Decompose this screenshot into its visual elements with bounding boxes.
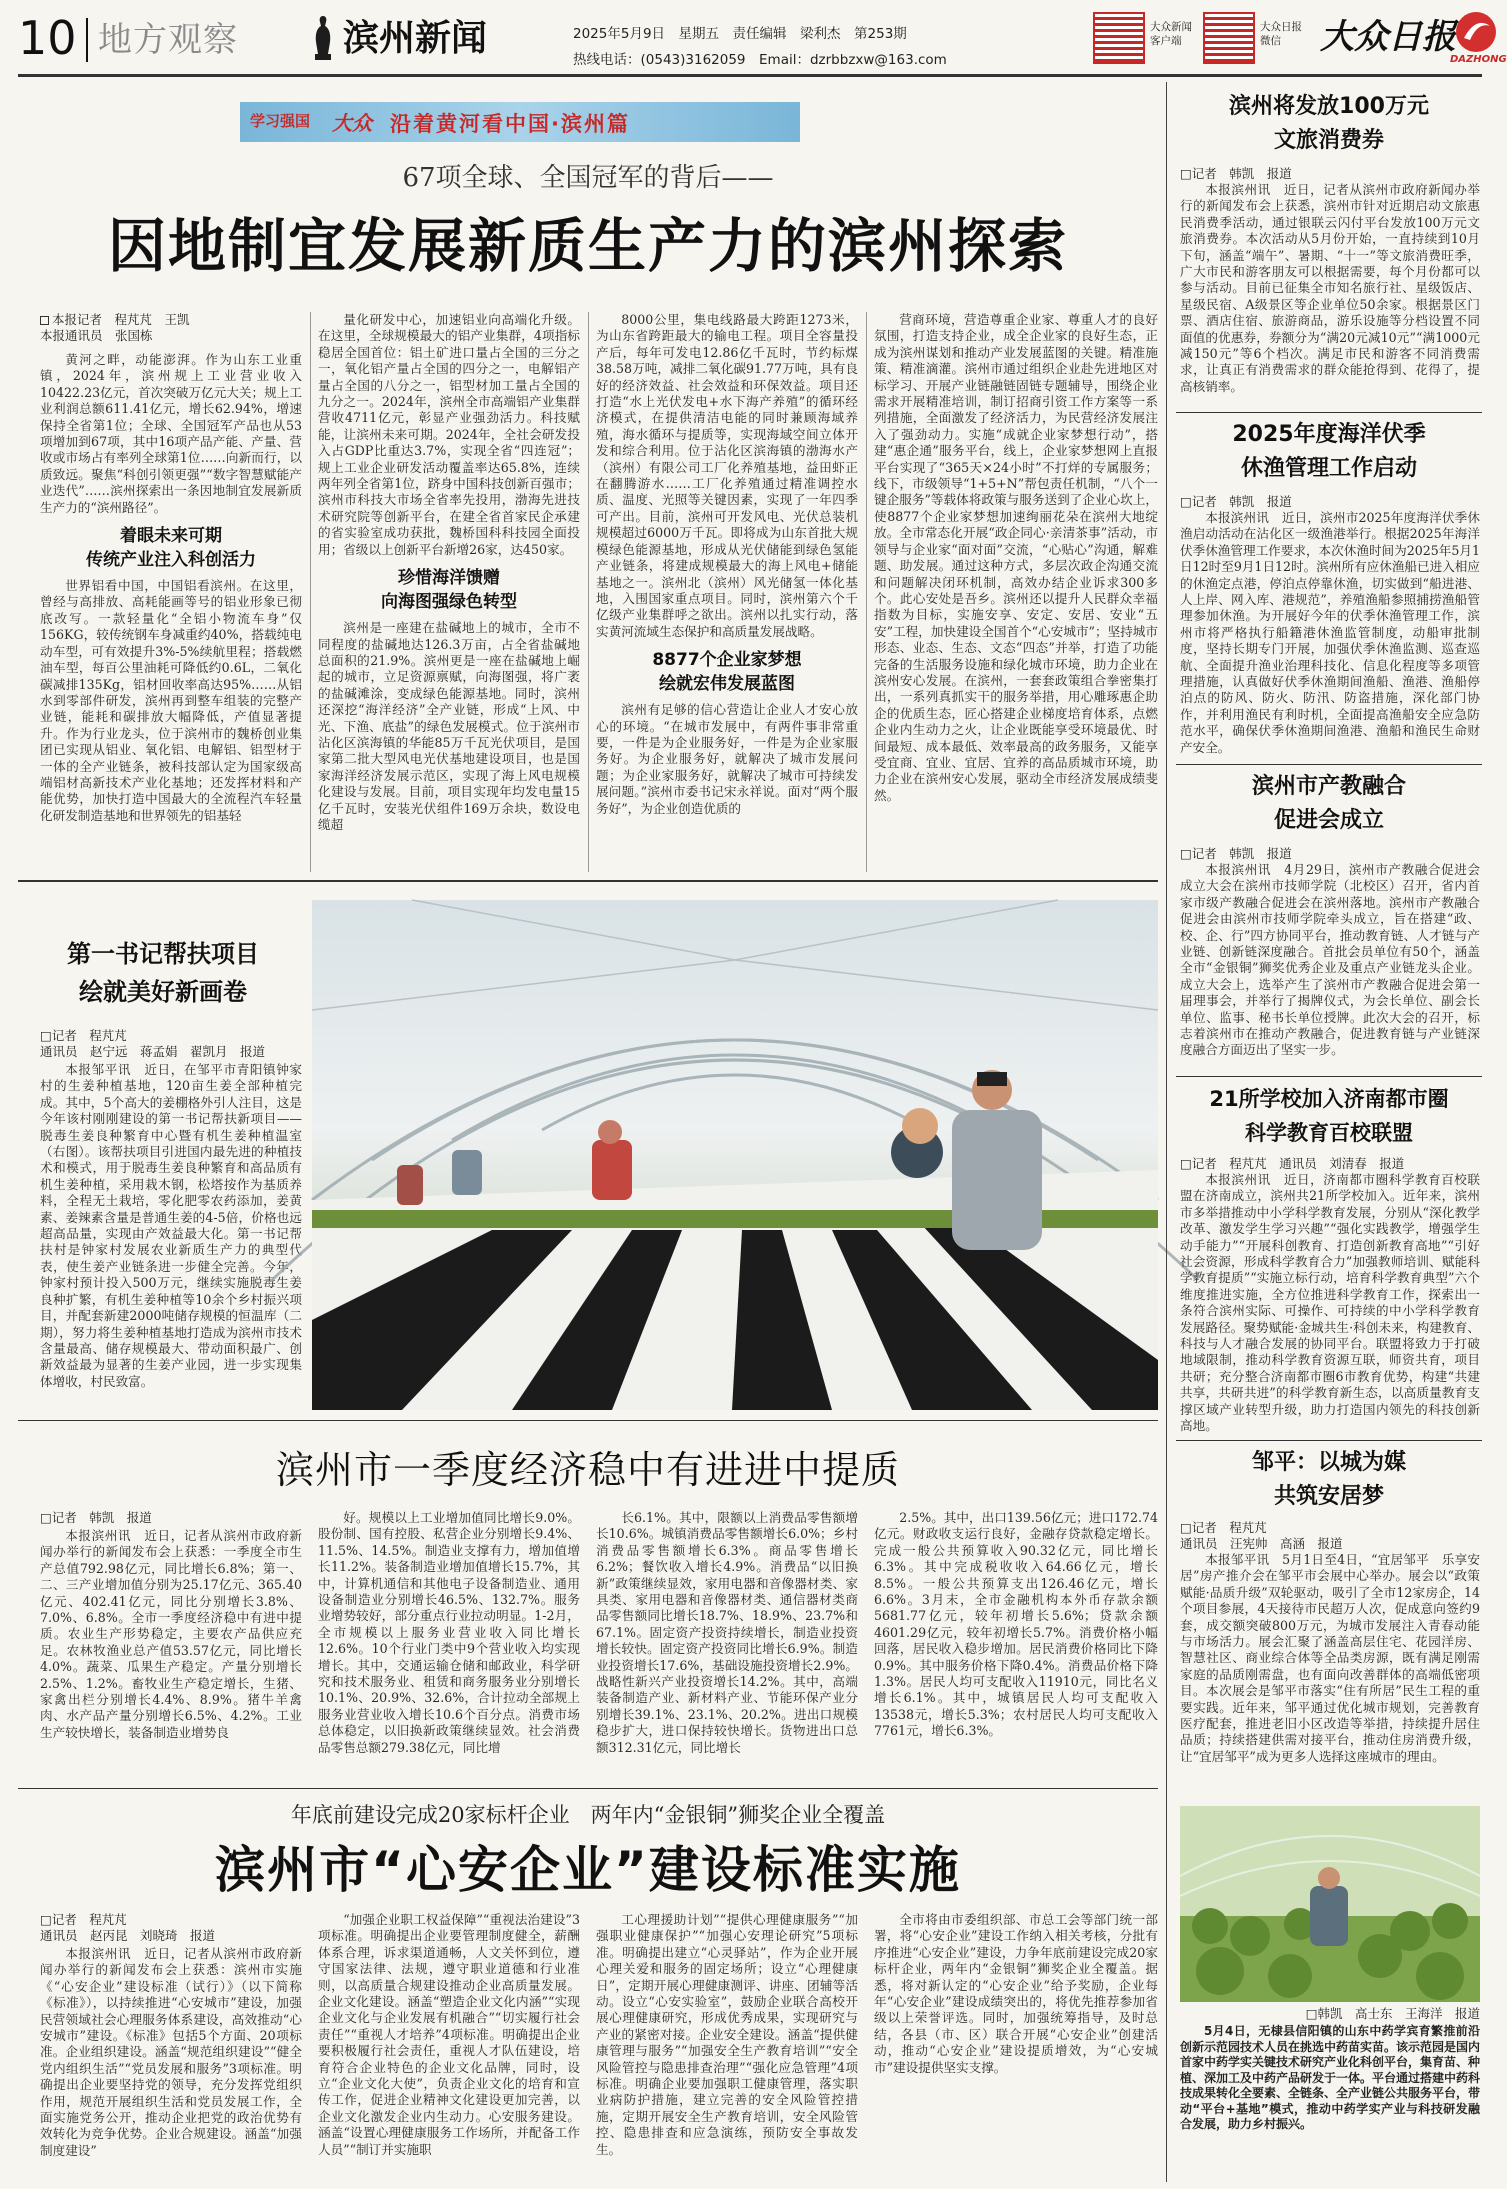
right-headline-4: 21所学校加入济南都市圈 科学教育百校联盟 [1209, 1087, 1449, 1145]
sidebar-divider [1166, 82, 1167, 2182]
lead-subhead-3: 8877个企业家梦想 绘就宏伟发展蓝图 [652, 650, 802, 695]
xinan-byline: □记者 程芃芃 通讯员 赵丙昆 刘晓琦 报道 [40, 1912, 216, 1943]
column-divider [866, 312, 867, 872]
statue-icon [310, 14, 336, 64]
paper-logo-sub: DAZHONG [1450, 54, 1507, 65]
section-rule [18, 880, 1158, 882]
qr-label-app: 大众新闻 客户端 [1150, 21, 1192, 47]
photo-caption: 5月4日，无棣县信阳镇的山东中药学宾育繁推前沿创新示范园技术人员在挑选中药苗实苗。该示范园是国内首家中药学实关键技术研究产业化科创平台，集育苗、种植、深加工及中药产品研发于一体。平台通过搭建中药科技成果转化全要素、全链条、全产业链公共服务平台，带动“平台+基地”模式，推动中药学实产业与科技研发融合发展，助力乡村振兴。 [1180, 2024, 1481, 2131]
right-byline-3: □记者 韩凯 报道 [1180, 846, 1292, 861]
series-banner [240, 102, 800, 142]
section-rule [1176, 1076, 1482, 1077]
banner-dazhong: 大众 [332, 111, 372, 135]
right-headline-1: 滨州将发放100万元 文旅消费券 [1229, 94, 1429, 153]
page-number: 10 [18, 11, 77, 65]
banner-slogan: 沿着黄河看中国·滨州篇 [390, 112, 630, 136]
right-headline-5: 邹平：以城为媒 共筑安居梦 [1251, 1450, 1406, 1509]
economy-column-2: 好。规模以上工业增加值同比增长9.0%。股份制、国有控股、私营企业分别增长9.4%、11.5%、14.5%。制造业支撑有力，增加值增长11.2%。装备制造业增加值增长15.7%，其中，计算机通信和其他电子设备制造业、通用设备制造业分别增长46.5%、132.7%。服务业增势较好，部分重点行业拉动明显。1-2月，全市规模以上服务业营业收入同比增长12.6%。10个行业门类中9个营业收入均实现增长。其中，交通运输仓储和邮政业，科学研究和技术服务业、租赁和商务服务业分别增长10.1%、20.9%、32.6%，合计拉动全部规上服务业营业收入增长10.6个百分点。消费市场总体稳定，以旧换新政策继续显效。社会消费品零售总额279.38亿元，同比增 [318, 1510, 580, 1755]
ginger-greenhouse-photo [312, 900, 1158, 1410]
section-rule [1176, 412, 1482, 413]
lead-subhead-2: 珍惜海洋馈赠 向海图强绿色转型 [381, 568, 517, 613]
lead-column-4: 营商环境，营造尊重企业家、尊重人才的良好氛围，打造支持企业，成全企业家的良好生态，正成为滨州谋划和推动产业发展蓝图的关键。精准施策、精准滴灌。滨州市通过组织企业赴先进地区对标学习、开展产业链融链固链专题辅导，围绕企业需求开展精准培训，制订招商引资工作方案等一系列措施，全面激发了经济活力，为民营经济发展注入了强劲动力。实施“成就企业家梦想行动”，搭建“惠企通”服务平台，线上，企业家梦想网上直报平台实现了“365天×24小时”不打烊的专属服务；线下，市级领导“1+5+N”帮包责任机制，“八个一键企服务”等载体将政策与服务送到了企业心坎上，使8877个企业家梦想加速绚丽花朵在滨州大地绽放。全市常态化开展“政企同心·亲清茶事”活动，市领导与企业家“面对面”交流，“心贴心”沟通，解难题、助发展。通过这种方式，多层次政企沟通交流和问题解决闭环机制，高效办结企业诉求300多个。此心安处是吾乡。滨州还以提升人民群众幸福指数为目标，实施安享、安定、安居、安业“五安”工程，加快建设全国首个“心安城市”；坚持城市形态、业态、生态、文态“四态”并举，打造了功能完备的生活服务设施和绿化城市环境，助力企业在滨州安心发展。在滨州，一套套政策组合拳密集打出，一系列真抓实干的服务举措，用心雕琢惠企助企的优质生态，匠心搭建企业梯度培育体系，点燃企业内生动力之火，让企业既能享受环境最优、时间最短、成本最低、效率最高的政务服务，又能享受宜商、宜业、宜居、宜养的高品质城市环境，助力企业在滨州安心发展，驱动全市经济发展成绩斐然。 [874, 312, 1158, 803]
right-byline-2: □记者 韩凯 报道 [1180, 494, 1292, 509]
poverty-body: 本报邹平讯 近日，在邹平市青阳镇钟家村的生姜种植基地，120亩生姜全部种植完成。其中，5个高大的姜棚格外引人注目，这是今年该村刚刚建设的第一书记帮扶新项目——脱毒生姜良种繁育中心暨有机生姜种植温室（右图）。该帮扶项目引进国内最先进的种植技术和模式，用于脱毒生姜良种繁育和高品质有机生姜种植，采用栽木钢，松塔按作为基质养料，全程无土栽培，零化肥零农药添加，姜黄素、姜辣素含量是普通生姜的4-5倍，价格也远超高品量，实现由产效益最大化。第一书记帮扶村是钟家村发展农业新质生产力的典型代表，使生姜产业链条进一步健全完善。今年，钟家村预计投入500万元，继续实施脱毒生姜良种扩繁，有机生姜种植等10余个乡村振兴项目，并配套新建2000吨储存规模的恒温库（二期），努力将生姜种植基地打造成为滨州市技术含量最高、储存规模最大、带动面积最广、创新效益最为显著的生姜产业园，进一步实现集体增收，村民致富。 [40, 1062, 302, 1389]
lead-column-1: 黄河之畔，动能澎湃。作为山东工业重镇，2024年，滨州规上工业营业收入10422.23亿元，首次突破万亿元大关；规上工业利润总额611.41亿元，增长62.94%，增速保持全省第1位；全球、全国冠军产品也从53项增加到67项，其中16项产品产能、产量、营收或市场占有率列全球第1位……向新而行，以质致远。聚焦“科创引领更强”“数字智慧赋能产业迭代”……滨州探索出一条因地制宜发展新质生产力的“滨州路径”。 着眼未来可期 传统产业注入科创活力 世界铝看中国，中国铝看滨州。在这里，曾经与高排放、高耗能画等号的铝业形象已彻底改写。一款轻量化“全铝小物流车身”仅156KG，较传统钢车身减重约40%，搭载纯电动车型，可有效提升3%-5%续航里程；搭载燃油车型，每百公里油耗可降低约0.6L，二氧化碳减排135Kg，铝材回收率高达95%……从铝水到零部件研发，滨州再到整车组装的完整产业链，能耗和碳排放大幅降低，产值显著提升。作为行业龙头，位于滨州市的魏桥创业集团已实现从铝业、氧化铝、电解铝、铝型材于一体的全产业链条，被科技部认定为国家级高端铝材高新技术产业化基地；还发挥材料和产能优势，加快打造中国最大的全流程汽车轻量化研发制造基地和世界领先的铝基轻 [40, 352, 302, 823]
right-byline-1: □记者 韩凯 报道 [1180, 166, 1292, 181]
economy-column-4: 2.5%。其中，出口139.56亿元；进口172.74亿元。财政收支运行良好，金融存贷款稳定增长。完成一般公共预算收入90.32亿元，同比增长6.3%。其中完成税收收入64.66亿元，增长8.5%。一般公共预算支出126.46亿元，增长6.6%。3月末，全市金融机构本外币存款余额5681.77亿元，较年初增长5.6%；贷款余额4601.29亿元，较年初增长5.7%。消费价格小幅回落，居民收入稳步增加。居民消费价格同比下降0.9%。其中服务价格下降0.4%。消费品价格下降1.3%。居民人均可支配收入11910元，同比名义增长6.1%。其中，城镇居民人均可支配收入13538元，增长5.3%；农村居民人均可支配收入7761元，增长6.3%。 [874, 1510, 1158, 1739]
section-title: 地方观察 [98, 20, 238, 60]
paper-logo-mark [1456, 12, 1496, 52]
section-rule [1176, 1440, 1482, 1441]
xinan-column-2: “加强企业职工权益保障”“重视法治建设”3项标准。明确提出企业要管理制度健全，薪酬体系合理，诉求渠道通畅，人文关怀到位，遵守国家法律、法规，遵守职业道德和行业准则，以高质量合规建设推动企业高质量发展。企业文化建设。涵盖“塑造企业文化内涵”“实现企业文化与企业发展有机融合”“切实履行社会责任”“重视人才培养”4项标准。明确提出企业要积极履行社会责任，重视人才队伍建设，培育符合企业特色的企业文化品牌，同时，设立“企业文化大使”，负责企业文化的培育和宣传工作，促进企业精神文化建设更加完善，以企业文化激发企业内生动力。心安服务建设。涵盖“设置心理健康服务工作场所，并配备工作人员”“制订并实施职 [318, 1912, 580, 2157]
economy-byline: □记者 韩凯 报道 [40, 1510, 152, 1525]
byline-mark-icon [40, 316, 49, 325]
economy-column-3: 长6.1%。其中，限额以上消费品零售额增长10.6%。城镇消费品零售额增长6.0%；乡村消费品零售额增长6.3%。商品零售增长6.2%；餐饮收入增长4.9%。消费品“以旧换新”政策继续显效，家用电器和音像器材类、家具类、家用电器和音像器材类、通信器材类商品零售额同比增长18.7%、18.9%、23.7%和67.1%。固定资产投资持续增长，制造业投资增长较快。固定资产投资同比增长6.9%。制造业投资增长17.6%，基础设施投资增长2.9%。战略性新兴产业投资增长14.2%。其中，高端装备制造产业、新材料产业、节能环保产业分别增长39.1%、23.1%、20.2%。进出口规模稳步扩大，进口保持较快增长。货物进出口总额312.31亿元，同比增长 [596, 1510, 858, 1755]
banner-xuexi: 学习强国 [250, 112, 311, 130]
right-body-3: 本报滨州讯 4月29日，滨州市产教融合促进会成立大会在滨州市技师学院（北校区）召开，省内首家市级产教融合促进会在滨州落地。滨州市产教融合促进会由滨州市技师学院牵头成立，旨在搭建“政、校、企、行”四方协同平台，推动教育链、人才链与产业链、创新链深度融合。首批会员单位有50个，涵盖全市“金银铜”狮奖优秀企业及重点产业链龙头企业。成立大会上，选举产生了滨州市产教融合促进会第一届理事会，并举行了揭牌仪式，为会长单位、副会长单位、监事、秘书长单位授牌。此次大会的召开，标志着滨州市在推动产教融合，促进教育链与产业链深度融合方面迈出了坚实一步。 [1180, 862, 1480, 1058]
lead-byline: 本报记者 程芃芃 王凯 本报通讯员 张国栋 [40, 312, 190, 343]
economy-column-1: 本报滨州讯 近日，记者从滨州市政府新闻办举行的新闻发布会上获悉：一季度全市生产总值792.98亿元，同比增长6.8%；第一、二、三产业增加值分别为25.17亿元、365.40亿元、402.41亿元，同比分别增长3.8%、7.0%、6.8%。全市一季度经济稳中有进中提质。农业生产形势稳定，主要农产品供应充足。农林牧渔业总产值53.57亿元，同比增长4.0%。蔬菜、瓜果生产稳定。产量分别增长2.5%、1.2%。畜牧业生产稳定增长，生猪、家禽出栏分别增长4.4%、8.9%。猪牛羊禽肉、水产品产量分别增长6.5%、4.2%。工业生产较快增长，装备制造业增势良 [40, 1528, 302, 1740]
photo-caption-byline: □韩凯 高士东 王海洋 报道 [1305, 2006, 1480, 2021]
qr-label-wechat: 大众日报 微信 [1260, 21, 1302, 47]
poverty-headline: 第一书记帮扶项目 绘就美好新画卷 [67, 940, 259, 1006]
column-divider [310, 312, 311, 872]
lead-subhead-1: 着眼未来可期 传统产业注入科创活力 [86, 526, 256, 571]
lead-headline: 因地制宜发展新质生产力的滨州探索 [107, 212, 1068, 280]
xinan-column-4: 全市将由市委组织部、市总工会等部门统一部署，将“心安企业”建设工作纳入相关考核，分批有序推进“心安企业”建设，力争年底前建设完成20家标杆企业，两年内“金银铜”狮奖企业全覆盖。据悉，将对新认定的“心安企业”给予奖励，企业每年“心安企业”建设成绩突出的，将优先推荐参加省级以上荣誉评选。同时，加强统筹指导，及时总结，各县（市、区）联合开展“心安企业”创建活动，推动“心安企业”建设提质增效，为“心安城市”建设提供坚实支撑。 [874, 1912, 1158, 2075]
right-byline-4: □记者 程芃芃 通讯员 刘清春 报道 [1180, 1156, 1405, 1171]
date-line: 2025年5月9日 星期五 责任编辑 梁利杰 第253期 [573, 26, 907, 42]
xinan-headline: 滨州市“心安企业”建设标准实施 [215, 1841, 961, 1899]
paper-logo: 大众日报 [1320, 17, 1456, 57]
lead-kicker: 67项全球、全国冠军的背后—— [402, 163, 774, 193]
lead-column-2: 量化研发中心，加速铝业向高端化升级。在这里，全球规模最大的铝产业集群，4项指标稳居全国首位：铝土矿进口量占全国的三分之一，氧化铝产量占全国的四分之一，电解铝产量占全国的八分之一，铝型材加工量占全国的九分之一。2024年，滨州全市高端铝产业集群营收4711亿元，彰显产业强劲活力。科技赋能，让滨州未来可期。2024年，全社会研发投入占GDP比重达3.7%，实现全省“四连冠”；规上工业企业研发活动覆盖率达65.8%，连续两年列全省第1位，跻身中国科技创新百强市；滨州市科技大市场全省率先投用，渤海先进技术研究院等创新平台，在建全省首家民企承建的省实验室成功获批，魏桥国科科技园全面投用；省级以上创新平台新增26家，达450家。 珍惜海洋馈赠 向海图强绿色转型 滨州是一座建在盐碱地上的城市，全市不同程度的盐碱地达126.3万亩，占全省盐碱地总面积的21.9%。滨州更是一座在盐碱地上崛起的城市，立足资源禀赋，向海图强，将广袤的盐碱滩涂，变成绿色能源基地。同时，滨州还深挖“海洋经济”全产业链，形成“上风、中光、下渔、底盐”的绿色发展模式。位于滨州市沾化区滨海镇的华能85万千瓦光伏项目，是国家第二批大型风电光伏基地建设项目，也是国家海洋经济发展示范区，实现了海上风电规模化建设与发展。目前，项目实现年均发电量15亿千瓦时，安装光伏组件169万余块，数设电缆超 [318, 312, 580, 832]
page-number-bar [86, 18, 88, 62]
right-body-1: 本报滨州讯 近日，记者从滨州市政府新闻办举行的新闻发布会上获悉，滨州市针对近期启动文旅惠民消费季活动，通过银联云闪付平台发放100万元文旅消费券。本次活动从5月份开始，一直持续到10月下旬，涵盖“端午”、暑期、“十一”等文旅消费旺季，广大市民和游客朋友可以根据需要，每个月份都可以参与活动。目前已征集全市知名旅行社、星级饭店、星级民宿、A级景区等企业单位50余家。根据景区门票、酒店住宿、旅游商品，游乐设施等分档设置不同面值的优惠券，券额分为“满20元减10元”“满1000元减150元”等6个档次。满足市民和游客不同消费需求，让真正有消费需求的群众能抢得到、花得了，提高核销率。 [1180, 182, 1480, 394]
poverty-byline: □记者 程芃芃 通讯员 赵宁远 蒋孟娟 翟凯月 报道 [40, 1028, 266, 1059]
lead-column-3: 8000公里，集电线路最大跨距1273米，为山东省跨距最大的输电工程。项目全容量投产后，每年可发电12.86亿千瓦时，节约标煤38.58万吨，减排二氧化碳91.77万吨，具有良好的经济效益、社会效益和环保效益。项目还打造“水上光伏发电+水下海产养殖”的循环经济模式，在提供清洁电能的同时兼顾海域养殖，海水循环与提质等，实现海域空间立体开发和综合利用。位于沾化区滨海镇的渤海水产（滨州）有限公司工厂化养殖基地，益田虾正在翻腾游水……工厂化养殖通过精准调控水质、温度、光照等关键因素，实现了一年四季可产出。目前，滨州可开发风电、光伏总装机规模超过6000万千瓦。即将成为山东首批大规模绿色能源基地，形成从光伏储能到绿色氢能产业链条，将建成规模最大的海上风电+储能基地之一。滨州北（滨州）风光储氢一体化基地，入围国家重点项目。同时，滨州第六个千亿级产业集群呼之欲出。滨州以扎实行动，落实黄河流域生态保护和高质量发展战略。 8877个企业家梦想 绘就宏伟发展蓝图 滨州有足够的信心营造让企业人才安心放心的环境。“在城市发展中，有两件事非常重要，一件是为企业服务好，一件是为企业家服务好。为企业服务好，就解决了城市发展问题；为企业家服务好，就解决了城市可持续发展问题。”滨州市委书记宋永祥说。面对“两个服务好”，为企业创造优质的 [596, 312, 858, 816]
masthead [18, 10, 1507, 80]
contact-line: 热线电话：(0543)3162059 Email：dzrbbzxw@163.com [573, 52, 947, 68]
qr-code-wechat [1203, 12, 1255, 64]
right-headline-3: 滨州市产教融合 促进会成立 [1251, 774, 1406, 833]
edition-title: 滨州新闻 [343, 18, 488, 59]
herb-nursery-photo [1180, 1806, 1480, 2002]
section-rule [18, 1788, 1158, 1789]
section-rule [18, 1420, 1158, 1421]
column-divider [588, 312, 589, 872]
right-headline-2: 2025年度海洋伏季 休渔管理工作启动 [1232, 422, 1426, 481]
xinan-column-1: 本报滨州讯 近日，记者从滨州市政府新闻办举行的新闻发布会上获悉：滨州市实施《“心安企业”建设标准（试行）》（以下简称《标准》），以持续推进“心安城市”建设，加强民营领域社会心理服务体系建设，高效推动“心安城市”建设。《标准》包括5个方面、20项标准。企业组织建设。涵盖“规范组织建设”“健全党内组织生活”“党员发展和服务”3项标准。明确提出企业要坚持党的领导，充分发挥党组织作用，规范开展组织生活和党员发展工作，全面实施党务公开，推动企业把党的政治优势有效转化为竞争优势。企业合规建设。涵盖“加强制度建设” [40, 1946, 302, 2158]
right-body-2: 本报滨州讯 近日，滨州市2025年度海洋伏季休渔启动活动在沾化区一级渔港举行。根据2025年海洋伏季休渔管理工作要求，本次休渔时间为2025年5月1日12时至9月1日12时。滨州所有应休渔船已进入相应的休渔定点港，停泊点停靠休渔，切实做到“船进港、人上岸、网入库、港规范”，养殖渔船参照捕捞渔船管理参加休渔。为开展好今年的伏季休渔管理工作，滨州市将严格执行船籍港休渔监管制度，动船审批制度，坚持长期专门开展，加强伏季休渔监测、巡查巡航、全面提升渔业治理科技化、信息化程度等多项管理措施，认真做好伏季休渔期间渔船、渔港、渔船停泊点的防风、防火、防汛、防盗措施，深化部门协作，并利用渔民有利时机，全面提高渔船安全应急防范水平，确保伏季休渔期间渔港、渔船和渔民生命财产安全。 [1180, 510, 1480, 755]
masthead-rule [18, 74, 1482, 77]
right-body-4: 本报滨州讯 近日，济南都市圈科学教育百校联盟在济南成立，滨州共21所学校加入。近年来，滨州市多举措推动中小学科学教育发展，分别从“深化教学改革、激发学生学习兴趣”“强化实践教学，增强学生动手能力”“开展科创教育、打造创新教育高地”“引好社会资源，形成科学教育合力”加强教师培训、赋能科学教育提质”“实施立标行动，培育科学教育典型”六个维度推进实施，全方位推进科学教育工作，探索出一条符合滨州实际、可操作、可持续的中小学科学教育发展路径。聚势赋能·金城共生·科创未来，构建教育、科技与人才融合发展的协同平台。联盟将致力于打破地域限制，推动科学教育资源互联，师资共育，项目共研；充分整合济南都市圈6市教育优势，构建“共建共享，共研共进”的科学教育新生态，以高质量教育支撑区域产业转型升级，助力打造国内领先的科技创新高地。 [1180, 1172, 1480, 1434]
xinan-column-3: 工心理援助计划”“提供心理健康服务”“加强职业健康保护”“加强心安理论研究”5项标准。明确提出建立“心灵驿站”，作为企业开展心理关爱和服务的固定场所；设立“心理健康日”，定期开展心理健康测评、讲座、团辅等活动。设立“心安实验室”，鼓励企业联合高校开展心理健康研究，形成优秀成果，实现研究与产业的紧密对接。企业安全建设。涵盖“提供健康管理与服务”“加强安全生产教育培训”“安全风险管控与隐患排查治理”“强化应急管理”4项标准。明确企业要加强职工健康管理，落实职业病防护措施，建立完善的安全风险管控措施，定期开展安全生产教育培训，安全风险管控、隐患排查和应急演练，预防安全事故发生。 [596, 1912, 858, 2157]
xinan-kicker: 年底前建设完成20家标杆企业 两年内“金银铜”狮奖企业全覆盖 [290, 1803, 886, 1827]
section-rule [1176, 764, 1482, 765]
right-body-5: 本报邹平讯 5月1日至4日，“宜居邹平 乐享安居”房产推介会在邹平市会展中心举办。展会以“政策赋能·品质升级”双轮驱动，吸引了全市12家房企，14个项目参展，4天接待市民超万人次，促成意向签约9套，成交额突破800万元，为城市发展注入青春动能与市场活力。展会汇聚了涵盖高层住宅、花园洋房、智慧社区、商业综合体等全品类房源，既有满足刚需家庭的品质刚需盘，也有面向改善群体的高端低密项目。本次展会是邹平市落实“住有所居”民生工程的重要实践。近年来，邹平通过优化城市规划，完善教育医疗配套，推进老旧小区改造等举措，持续提升居住品质；持续搭建供需对接平台，推动住房消费升级，让“宜居邹平”成为更多人选择这座城市的理由。 [1180, 1552, 1480, 1764]
economy-headline: 滨州市一季度经济稳中有进进中提质 [275, 1448, 900, 1492]
right-byline-5: □记者 程芃芃 通讯员 汪宪帅 高涵 报道 [1180, 1520, 1343, 1551]
qr-code-app [1093, 12, 1145, 64]
